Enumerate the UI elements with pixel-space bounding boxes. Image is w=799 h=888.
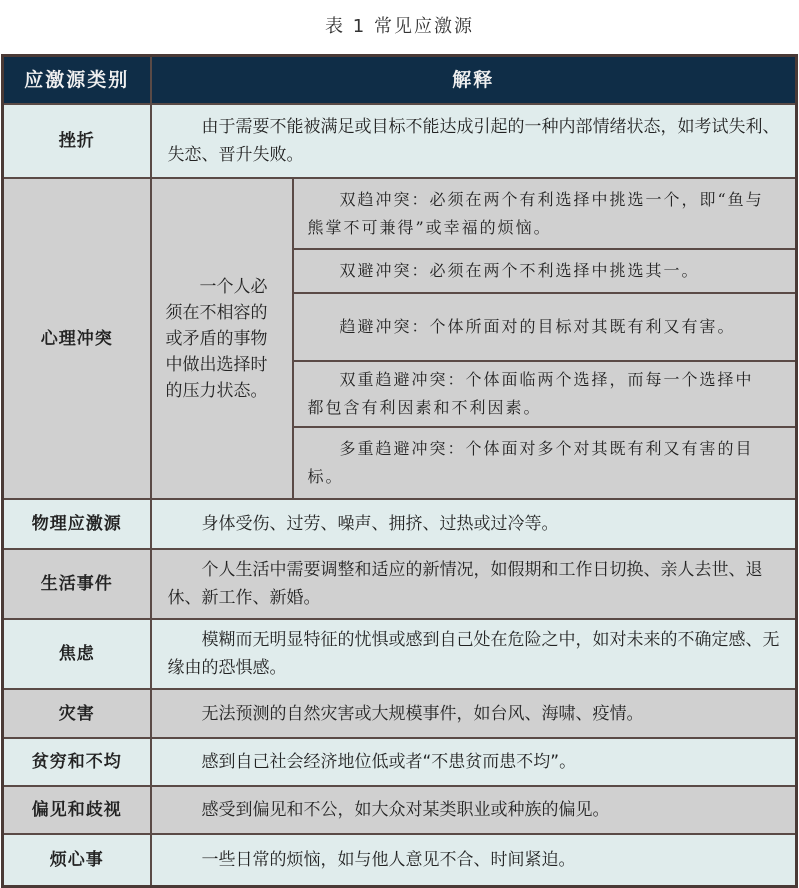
header-category: 应激源类别 bbox=[3, 56, 151, 105]
subtype-cell: 双重趋避冲突：个体面临两个选择，而每一个选择中都包含有利因素和不利因素。 bbox=[293, 361, 797, 427]
explanation-cell: 感到自己社会经济地位低或者“不患贫而患不均”。 bbox=[151, 738, 797, 786]
table-row bbox=[3, 619, 797, 689]
table-row bbox=[3, 738, 797, 786]
explanation-cell: 无法预测的自然灾害或大规模事件，如台风、海啸、疫情。 bbox=[151, 689, 797, 738]
explanation-cell: 由于需要不能被满足或目标不能达成引起的一种内部情绪状态，如考试失利、失恋、晋升失败。 bbox=[151, 104, 797, 178]
table-row bbox=[3, 689, 797, 738]
table-caption: 表 1 常见应激源 bbox=[325, 16, 474, 37]
stressor-table bbox=[1, 54, 798, 888]
category-cell: 贫穷和不均 bbox=[3, 738, 151, 786]
header-row bbox=[3, 56, 797, 105]
table-row bbox=[3, 104, 797, 178]
subtype-cell: 双趋冲突：必须在两个有利选择中挑选一个，即“鱼与熊掌不可兼得”或幸福的烦恼。 bbox=[293, 178, 797, 249]
category-cell: 物理应激源 bbox=[3, 499, 151, 549]
explanation-cell: 身体受伤、过劳、噪声、拥挤、过热或过冷等。 bbox=[151, 499, 797, 549]
explanation-cell: 模糊而无明显特征的忧惧或感到自己处在危险之中，如对未来的不确定感、无缘由的恐惧感。 bbox=[151, 619, 797, 689]
table-row bbox=[3, 178, 797, 249]
category-cell: 偏见和歧视 bbox=[3, 786, 151, 834]
category-cell: 生活事件 bbox=[3, 549, 151, 619]
table-row bbox=[3, 834, 797, 886]
header-explanation: 解释 bbox=[151, 56, 797, 105]
category-cell: 烦心事 bbox=[3, 834, 151, 886]
explanation-cell: 感受到偏见和不公，如大众对某类职业或种族的偏见。 bbox=[151, 786, 797, 834]
category-cell: 灾害 bbox=[3, 689, 151, 738]
subtype-cell: 双避冲突：必须在两个不利选择中挑选其一。 bbox=[293, 249, 797, 293]
category-cell: 焦虑 bbox=[3, 619, 151, 689]
category-cell: 心理冲突 bbox=[3, 178, 151, 499]
subtype-cell: 多重趋避冲突：个体面对多个对其既有利又有害的目标。 bbox=[293, 427, 797, 499]
table-row bbox=[3, 786, 797, 834]
table-row bbox=[3, 549, 797, 619]
table-row bbox=[3, 499, 797, 549]
explanation-cell: 一些日常的烦恼，如与他人意见不合、时间紧迫。 bbox=[151, 834, 797, 886]
category-cell: 挫折 bbox=[3, 104, 151, 178]
explanation-cell: 个人生活中需要调整和适应的新情况，如假期和工作日切换、亲人去世、退休、新工作、新婚。 bbox=[151, 549, 797, 619]
subtype-cell: 趋避冲突：个体所面对的目标对其既有利又有害。 bbox=[293, 293, 797, 361]
definition-cell: 一个人必须在不相容的或矛盾的事物中做出选择时的压力状态。 bbox=[151, 178, 293, 499]
